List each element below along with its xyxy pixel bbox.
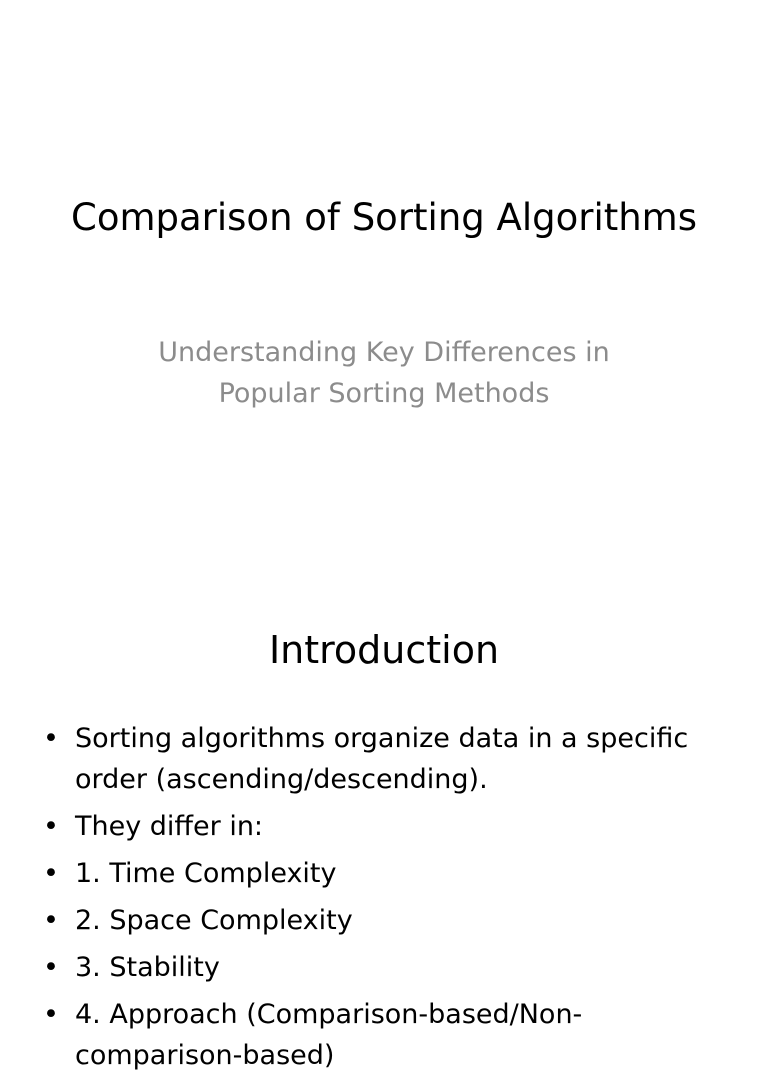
bullet-icon: • [43, 905, 59, 936]
bullet-list [40, 718, 720, 1082]
bullet-icon: • [43, 952, 59, 983]
slide-title: Introduction [268, 628, 500, 672]
slide-title: Comparison of Sorting Algorithms [70, 196, 698, 239]
list-item [40, 853, 720, 894]
introduction-slide [0, 576, 768, 1071]
list-item [40, 994, 720, 1076]
slide-subtitle: Understanding Key Differences in Popular Sorting Methods [158, 337, 610, 409]
bullet-text: Sorting algorithms organize data in a specific order (ascending/descending). [75, 723, 689, 795]
bullet-text: 2. Space Complexity [75, 905, 353, 936]
bullet-icon: • [43, 858, 59, 889]
list-item [40, 718, 720, 800]
bullet-icon: • [43, 999, 59, 1030]
bullet-icon: • [43, 723, 59, 754]
bullet-text: 4. Approach (Comparison-based/Non-comparison-based) [75, 999, 583, 1071]
bullet-text: 3. Stability [75, 952, 220, 983]
list-item [40, 806, 720, 847]
list-item [40, 900, 720, 941]
list-item [40, 947, 720, 988]
bullet-text: 1. Time Complexity [75, 858, 337, 889]
bullet-text: They differ in: [75, 811, 264, 842]
bullet-icon: • [43, 811, 59, 842]
